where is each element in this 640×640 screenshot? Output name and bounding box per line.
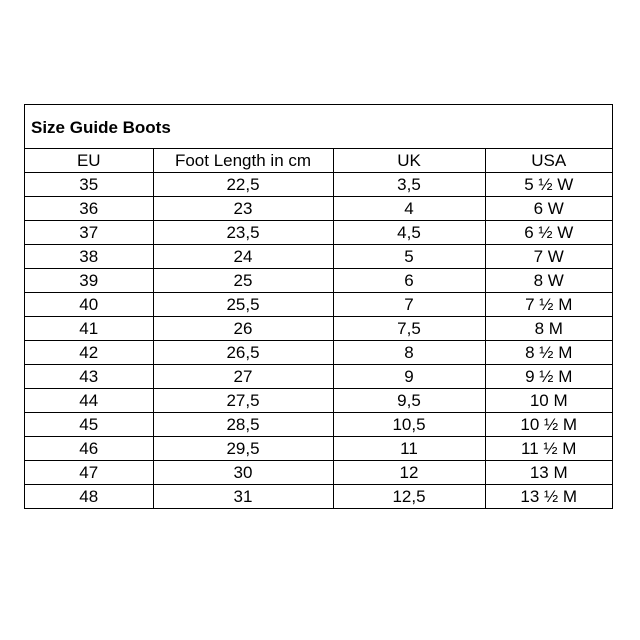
- cell-uk: 12,5: [333, 485, 485, 509]
- cell-usa: 7 W: [485, 245, 612, 269]
- table-row: [25, 461, 612, 485]
- cell-usa: 7 ½ M: [485, 293, 612, 317]
- cell-eu: 36: [25, 197, 153, 221]
- table-row: [25, 413, 612, 437]
- cell-usa: 11 ½ M: [485, 437, 612, 461]
- cell-uk: 5: [333, 245, 485, 269]
- header-usa: USA: [485, 149, 612, 173]
- cell-uk: 10,5: [333, 413, 485, 437]
- size-guide-table-container: [24, 104, 613, 509]
- table-row: [25, 221, 612, 245]
- cell-foot-length: 25: [153, 269, 333, 293]
- cell-eu: 35: [25, 173, 153, 197]
- cell-eu: 41: [25, 317, 153, 341]
- cell-usa: 13 ½ M: [520, 487, 578, 506]
- cell-foot-length: 24: [153, 245, 333, 269]
- cell-foot-length: 27,5: [153, 389, 333, 413]
- cell-usa: 6 W: [485, 197, 612, 221]
- cell-eu: 44: [25, 389, 153, 413]
- cell-foot-length: 25,5: [153, 293, 333, 317]
- cell-usa: 10 ½ M: [485, 413, 612, 437]
- table-row: [25, 317, 612, 341]
- cell-foot-length: 23,5: [153, 221, 333, 245]
- cell-usa: 8 W: [485, 269, 612, 293]
- cell-foot-length: 26,5: [153, 341, 333, 365]
- header-uk: UK: [333, 149, 485, 173]
- cell-uk: 3,5: [333, 173, 485, 197]
- size-table: [25, 149, 612, 508]
- cell-eu: 45: [25, 413, 153, 437]
- cell-uk: 9,5: [333, 389, 485, 413]
- cell-usa: 8 M: [485, 317, 612, 341]
- cell-usa: 13 M: [485, 461, 612, 485]
- cell-eu: 38: [25, 245, 153, 269]
- header-foot-length: Foot Length in cm: [153, 149, 333, 173]
- cell-eu: 47: [25, 461, 153, 485]
- cell-foot-length: 29,5: [153, 437, 333, 461]
- cell-uk: 4: [333, 197, 485, 221]
- cell-foot-length: 22,5: [153, 173, 333, 197]
- header-eu: EU: [25, 149, 153, 173]
- cell-eu: 46: [25, 437, 153, 461]
- table-row: [25, 365, 612, 389]
- cell-usa: 8 ½ M: [485, 341, 612, 365]
- cell-uk: 6: [333, 269, 485, 293]
- cell-uk: 7: [333, 293, 485, 317]
- cell-uk: 11: [333, 437, 485, 461]
- cell-eu: 39: [25, 269, 153, 293]
- cell-eu: 43: [25, 365, 153, 389]
- cell-foot-length: 23: [153, 197, 333, 221]
- cell-uk: 7,5: [333, 317, 485, 341]
- cell-eu: 48: [25, 485, 153, 509]
- table-row: [25, 197, 612, 221]
- table-row: [25, 269, 612, 293]
- table-title: Size Guide Boots: [25, 105, 612, 149]
- table-row: [25, 173, 612, 197]
- table-body: [25, 173, 612, 509]
- cell-usa: 5 ½ W: [485, 173, 612, 197]
- cell-uk: 4,5: [333, 221, 485, 245]
- table-row: [25, 389, 612, 413]
- cell-foot-length: 27: [153, 365, 333, 389]
- cell-foot-length: 28,5: [153, 413, 333, 437]
- cell-usa: 9 ½ M: [485, 365, 612, 389]
- cell-foot-length: 30: [153, 461, 333, 485]
- header-row: [25, 149, 612, 173]
- cell-usa: 6 ½ W: [485, 221, 612, 245]
- cell-foot-length: 26: [153, 317, 333, 341]
- table-row: [25, 245, 612, 269]
- cell-usa: 10 M: [485, 389, 612, 413]
- cell-eu: 42: [25, 341, 153, 365]
- cell-eu: 37: [25, 221, 153, 245]
- table-row: [25, 293, 612, 317]
- cell-uk: 8: [333, 341, 485, 365]
- table-row: [25, 341, 612, 365]
- cell-foot-length: 31: [153, 485, 333, 509]
- cell-uk: 12: [333, 461, 485, 485]
- cell-eu: 40: [25, 293, 153, 317]
- table-row: [25, 437, 612, 461]
- table-row: [25, 485, 612, 509]
- cell-uk: 9: [333, 365, 485, 389]
